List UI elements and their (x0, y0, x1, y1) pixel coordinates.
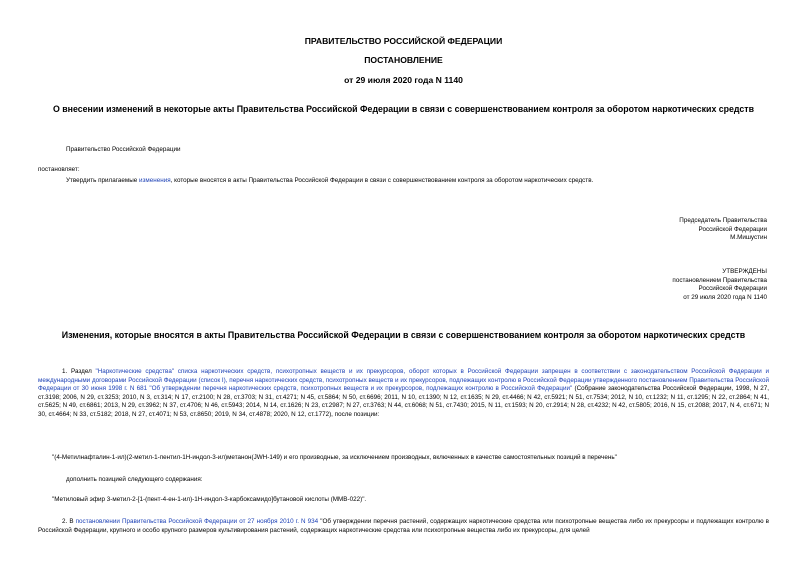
approved-line-2: Российской Федерации (698, 285, 767, 293)
signature-role: Председатель Правительства (679, 217, 767, 224)
paragraph-2-start: 2. В (62, 518, 76, 525)
approve-text-end: , которые вносятся в акты Правительства Российской Федерации в связи с совершенствованием контроля за оборотом наркотических средств. (170, 177, 594, 184)
document-title: О внесении изменений в некоторые акты Правительства Российской Федерации в связи с совершенствованием контроля за оборотом наркотических средств (52, 104, 755, 114)
document-date-number: от 29 июля 2020 года N 1140 (344, 75, 463, 85)
approve-text-start: Утвердить прилагаемые (66, 177, 139, 184)
approved-line-3: от 29 июля 2020 года N 1140 (683, 293, 767, 301)
signature-org: Российской Федерации (698, 225, 767, 233)
quoted-position-1: "(4-Метилнафталин-1-ил)(2-метил-1-пентил-1Н-индол-3-ил)метанон(JWH-149) и его производные, за исключением производных, включенных в качестве самостоятельных позиций в перечень" (52, 454, 617, 461)
paragraph-2-end: "Об утверждении перечня растений, содержащих наркотические средства или психотропные вещества либо их прекурсоры и подлежащих контролю в Российской Федерации, крупного и особо крупного размеров культивирования растений, содержащих наркотические средства или психотропные вещества либо их прекурсоры, для целей (38, 518, 769, 534)
government-heading: ПРАВИТЕЛЬСТВО РОССИЙСКОЙ ФЕДЕРАЦИИ (304, 36, 503, 46)
narcotic-section-link[interactable]: "Наркотические средства" списка наркотических средств, психотропных веществ и их прекурсоров, оборот которых в Российской Федерации запрещен в соответствии с законодательством Российской Федерации и международными договорами Российской Федерации (список I), перечня наркотических средств, психотропных веществ и их прекурсоров, подлежащих контролю в Российской Федерации утвержденного постановлением Правительства Российской Федерации от 30 июня 1998 г. N 681 "Об утверждении перечня наркотических средств, психотропных веществ и их прекурсоров, подлежащих контролю в Российской Федерации" (38, 368, 769, 392)
paragraph-2 (38, 518, 769, 535)
decree-934-link[interactable]: постановлении Правительства Российской Федерации от 27 ноября 2010 г. N 934 (75, 518, 319, 525)
changes-title: Изменения, которые вносятся в акты Правительства Российской Федерации в связи с совершенствованием контроля за оборотом наркотических средств (61, 330, 746, 340)
paragraph-1-end: (Собрание законодательства Российской Федерации, 1998, N 27, ст.3198; 2006, N 29, ст.3253; 2010, N 3, ст.314; N 17, ст.2100; N 28, ст.3703; N 31, ст.4271; N 45, ст.5864; N 50, ст.6696; 2011, N 10, ст.1390; N 12, ст.1635; N 29, ст.4466; N 42, ст.5921; N 51, ст.7534; 2012, N 10, ст.1232; N 11, ст.1295; N 22, ст.2864; N 41, ст.5625; N 49, ст.6861; 2013, N 29, ст.3962; N 37, ст.4706; N 46, ст.5943; 2014, N 14, ст.1626; N 23, ст.2987; N 27, ст.3763; N 44, ст.6068; N 51, ст.7430; 2015, N 11, ст.1593; N 20, ст.2914; N 28, ст.4232; N 42, ст.5805; 2016, N 15, ст.2088; 2017, N 4, ст.671; N 30, ст.4664; N 33, ст.5182; 2018, N 27, ст.4071; N 53, ст.8650; 2019, N 34, ст.4878; 2020, N 12, ст.1772), после позиции: (38, 385, 769, 418)
approved-line-1: постановлением Правительства (672, 276, 767, 284)
resolves-line: постановляет: (38, 166, 80, 173)
paragraph-1 (38, 368, 769, 419)
document-type: ПОСТАНОВЛЕНИЕ (364, 55, 443, 65)
approve-paragraph (66, 177, 593, 185)
approved-word: УТВЕРЖДЕНЫ (722, 268, 767, 275)
approved-block (672, 268, 767, 302)
signature-block (679, 217, 767, 243)
signature-name: М.Мишустин (730, 234, 767, 242)
paragraph-1-start: 1. Раздел (62, 368, 96, 375)
quoted-position-2: "Метиловый эфир 3-метил-2-[1-(пент-4-ен-1-ил)-1Н-индол-3-карбоксамидо]бутановой кислоты (MMB-022)". (52, 496, 367, 503)
changes-link[interactable]: изменения (139, 177, 171, 184)
add-position-line: дополнить позицией следующего содержания: (66, 476, 203, 483)
government-line: Правительство Российской Федерации (66, 146, 181, 153)
